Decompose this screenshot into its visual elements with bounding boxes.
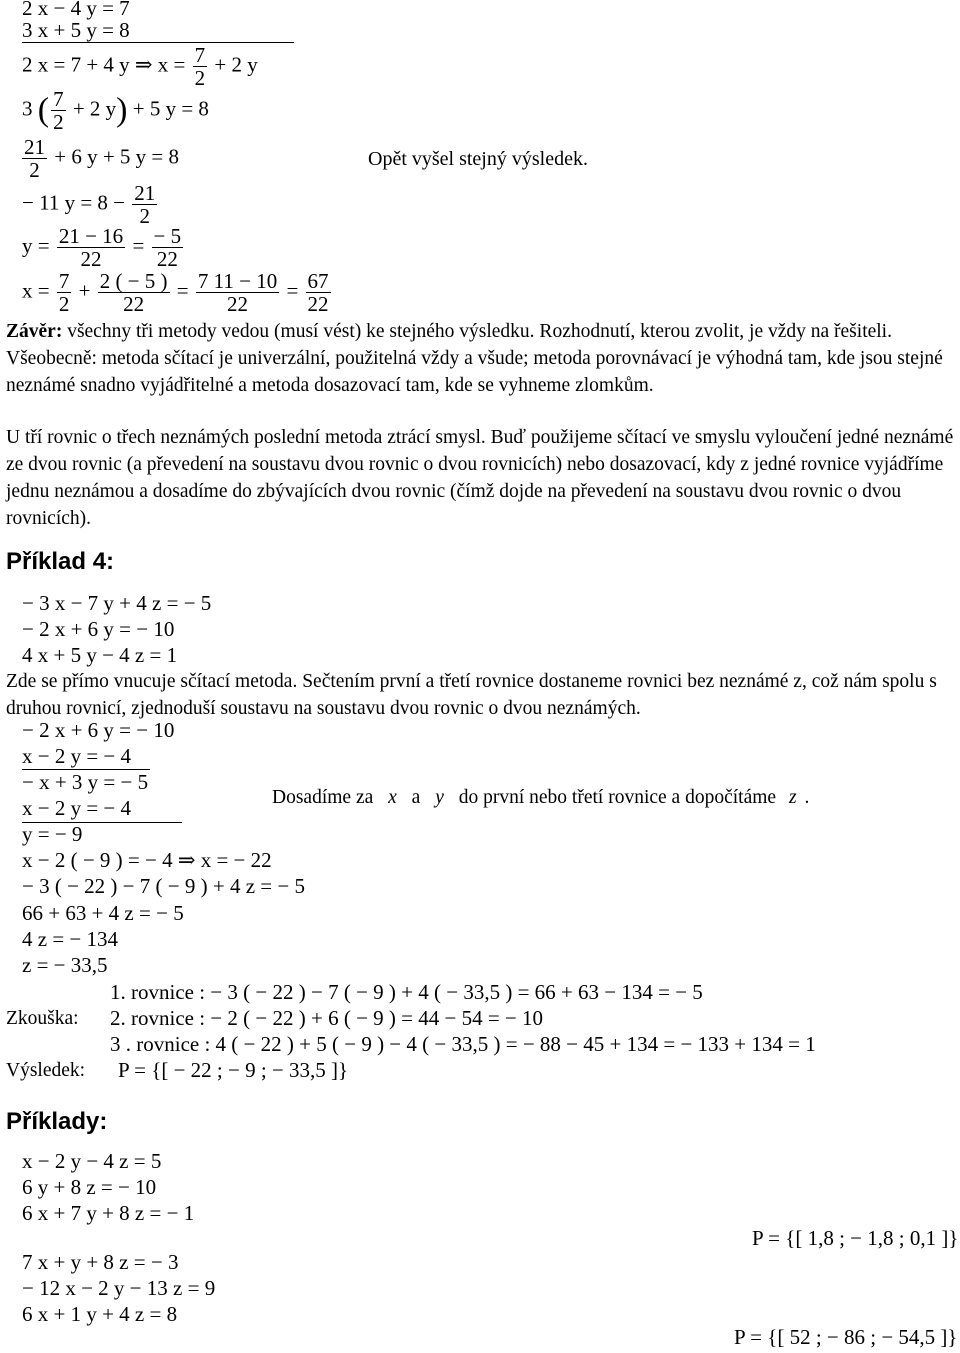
equation-line: y = − 9 [22, 822, 83, 846]
fraction [193, 44, 208, 89]
math-text: + 5 y = 8 [132, 96, 209, 121]
conclusion-text: všechny tři metody vedou (musí vést) ke stejného výsledku. Rozhodnutí, kterou zvolit, je vždy na řešiteli. Všeobecně: metoda sčítací je univerzální, použitelná vždy a všude; metoda porovnávací je výhodná tam, kde jsou stejné neznámé snadno vyjádřitelné a metoda dosazovací tam, kde se vyhneme zlomkům. [6, 321, 943, 396]
note-text: do první nebo třetí rovnice a dopočítáme [458, 787, 777, 808]
math-text: = [132, 233, 145, 258]
equation-line: 3 x + 5 y = 8 [22, 18, 130, 42]
numerator: 7 [53, 87, 64, 111]
numerator: 21 [134, 181, 156, 205]
math-text: + 2 y [72, 96, 117, 121]
equation-line: − 3 x − 7 y + 4 z = − 5 [22, 591, 212, 615]
equation-line: x − 2 y = − 4 [22, 744, 132, 768]
denominator: 2 [53, 110, 64, 134]
denominator: 22 [123, 292, 145, 316]
example4-text: Zde se přímo vnucuje sčítací metoda. Sečtením první a třetí rovnice dostaneme rovnici bez neznámé z, což nám spolu s druhou rovnicí, zjednoduší soustavu na soustavu dvou rovnic o dvou neznámých. [6, 671, 937, 719]
numerator: 7 [194, 43, 206, 67]
fraction [152, 225, 184, 270]
math-text: x = [22, 278, 50, 303]
section-heading: Příklady: [6, 1108, 108, 1135]
denominator: 22 [80, 247, 102, 271]
divider [22, 42, 294, 43]
math-text: = [286, 278, 299, 303]
note-text: Dosadíme za [272, 787, 374, 808]
equation-line: 4 x + 5 y − 4 z = 1 [22, 643, 178, 667]
denominator: 2 [194, 66, 206, 90]
equation-line [20, 136, 179, 181]
section-heading: Příklad 4: [6, 548, 115, 575]
denominator: 22 [307, 292, 329, 316]
check-label: Zkouška: [6, 1008, 79, 1029]
fraction [22, 136, 47, 181]
variable-y: y [435, 787, 444, 808]
fraction [306, 270, 331, 315]
fraction [57, 225, 125, 270]
paren-close: ) [116, 91, 128, 129]
answer-set: P = {[ 1,8 ; − 1,8 ; 0,1 ]} [752, 1226, 959, 1250]
substitution-note [272, 786, 809, 810]
equation-line: 4 z = − 134 [22, 927, 119, 951]
math-text: + 2 y [214, 52, 258, 77]
note-text: . [804, 787, 810, 808]
fraction [51, 88, 66, 133]
math-text: − 11 y = 8 − [22, 190, 126, 215]
equation-line: − 2 x + 6 y = − 10 [22, 718, 175, 742]
denominator: 2 [139, 204, 151, 228]
math-text: y = [22, 233, 50, 258]
math-text: + [78, 278, 91, 303]
math-text: 2 x = 7 + 4 y ⇒ x = [22, 52, 186, 77]
numerator: 7 11 − 10 [197, 269, 278, 293]
numerator: 21 − 16 [58, 224, 124, 248]
equation-line: − 3 ( − 22 ) − 7 ( − 9 ) + 4 z = − 5 [22, 874, 305, 898]
conclusion-paragraph [6, 318, 956, 399]
equation-line: x − 2 ( − 9 ) = − 4 ⇒ x = − 22 [22, 848, 272, 872]
equation-line: z = − 33,5 [22, 953, 108, 977]
math-text: 3 [22, 96, 33, 121]
equation-line [22, 225, 185, 270]
equation-line [22, 270, 333, 315]
fraction [98, 270, 170, 315]
result-label: Výsledek: [6, 1060, 86, 1081]
fraction [196, 270, 279, 315]
numerator: − 5 [153, 224, 182, 248]
variable-x: x [388, 787, 397, 808]
math-text: + 6 y + 5 y = 8 [54, 144, 180, 169]
equation-line [22, 88, 209, 133]
equation-line: 2 x − 4 y = 7 [22, 0, 130, 20]
equation-line: − 2 x + 6 y = − 10 [22, 617, 175, 641]
method-paragraph: U tří rovnic o třech neznámých poslední metoda ztrácí smysl. Buď použijeme sčítací ve smyslu vyloučení jedné neznámé ze dvou rovnic (a převedení na soustavu dvou rovnic o dvou rovnicích) nebo dosazovací, kdy z jedné rovnice vyjádříme jednu neznámou a dosadíme do zbývajících dvou rovnic (čímž dojde na převedení na soustavu dvou rovnic o dvou rovnicích). [6, 427, 954, 529]
check-line: 3 . rovnice : 4 ( − 22 ) + 5 ( − 9 ) − 4 ( − 33,5 ) = − 88 − 45 + 134 = − 133 + 134 = 1 [110, 1032, 816, 1056]
conclusion-label: Závěr: [6, 321, 63, 342]
denominator: 2 [58, 292, 70, 316]
denominator: 22 [227, 292, 249, 316]
fraction [132, 182, 157, 227]
fraction [57, 270, 72, 315]
variable-z: z [788, 787, 797, 808]
check-line: 1. rovnice : − 3 ( − 22 ) − 7 ( − 9 ) + 4 ( − 33,5 ) = 66 + 63 − 134 = − 5 [110, 980, 703, 1004]
equation-line: x − 2 y = − 4 [22, 796, 132, 820]
equation-line: 6 x + 1 y + 4 z = 8 [22, 1302, 178, 1326]
note-text: Opět vyšel stejný výsledek. [368, 148, 588, 170]
denominator: 22 [156, 247, 178, 271]
answer-set: P = {[ 52 ; − 86 ; − 54,5 ]} [734, 1325, 958, 1349]
equation-line: − 12 x − 2 y − 13 z = 9 [22, 1276, 216, 1300]
equation-line: 66 + 63 + 4 z = − 5 [22, 901, 184, 925]
note-text: a [411, 787, 421, 808]
equation-line: x − 2 y − 4 z = 5 [22, 1149, 162, 1173]
denominator: 2 [29, 158, 40, 182]
numerator: 2 ( − 5 ) [99, 269, 168, 293]
equation-line [22, 44, 258, 89]
paren-open: ( [37, 91, 50, 129]
numerator: 21 [24, 135, 45, 159]
equation-line: 6 x + 7 y + 8 z = − 1 [22, 1201, 195, 1225]
result-set: P = {[ − 22 ; − 9 ; − 33,5 ]} [118, 1058, 349, 1082]
math-text: = [176, 278, 189, 303]
equation-line: − x + 3 y = − 5 [22, 770, 149, 794]
numerator: 67 [307, 269, 329, 293]
equation-line: 7 x + y + 8 z = − 3 [22, 1250, 179, 1274]
equation-line: 6 y + 8 z = − 10 [22, 1175, 157, 1199]
numerator: 7 [58, 269, 70, 293]
equation-line [22, 182, 159, 227]
check-line: 2. rovnice : − 2 ( − 22 ) + 6 ( − 9 ) = 44 − 54 = − 10 [110, 1006, 544, 1030]
